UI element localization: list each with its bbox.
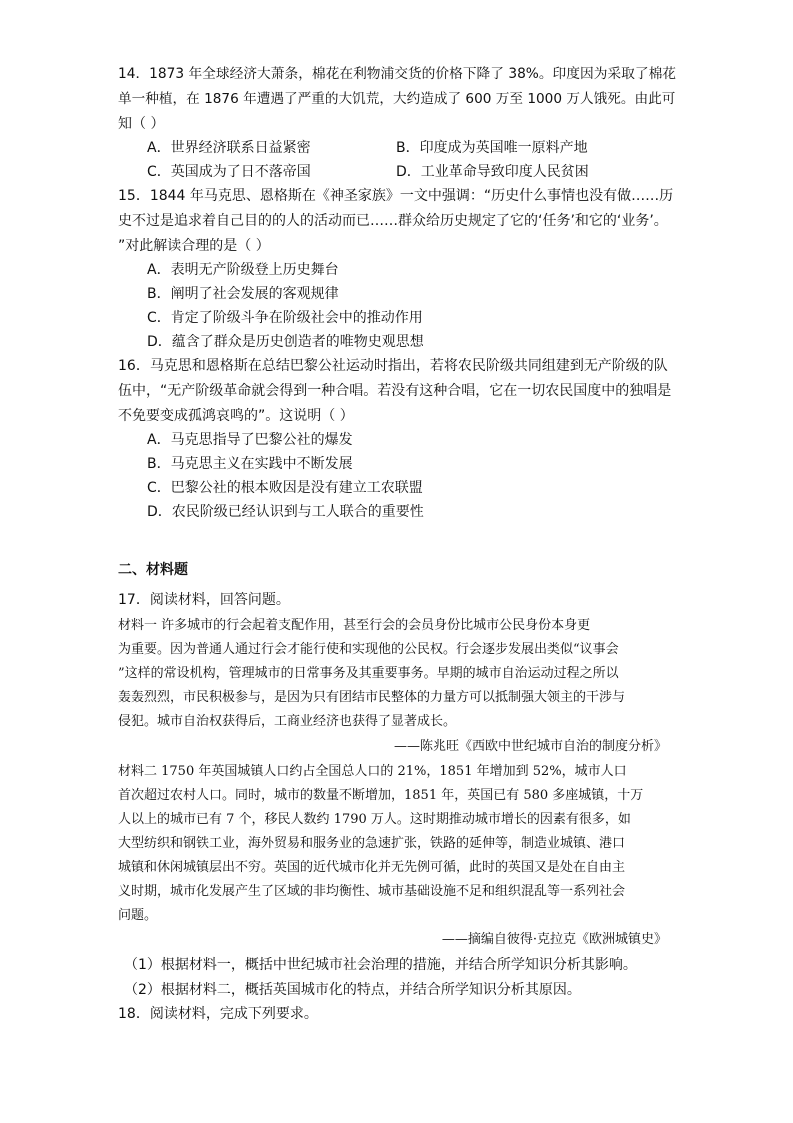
q16-option-b: B．马克思主义在实践中不断发展 [147,456,353,472]
q18-intro: 18．阅读材料，完成下列要求。 [118,1006,318,1022]
q15-option-d: D．蕴含了群众是历史创造者的唯物史观思想 [147,334,424,350]
material-2-line: 首次超过农村人口。同时，城市的数量不断增加，1851 年，英国已有 580 多座城镇，十万 [118,788,644,803]
q14-option-a: A．世界经济联系日益紧密 [147,140,311,156]
q16-line-1: 16．马克思和恩格斯在总结巴黎公社运动时指出，若将农民阶级共同组建到无产阶级的队 [118,358,668,374]
q16-option-c: C．巴黎公社的根本败因是没有建立工农联盟 [147,480,423,496]
material-1-line: 侵犯。城市自治权获得后，工商业经济也获得了显著成长。 [118,714,457,729]
material-2-source: ——摘编自彼得·克拉克《欧洲城镇史》 [441,932,667,947]
material-1-source: ——陈兆旺《西欧中世纪城市自治的制度分析》 [393,739,667,754]
material-2-line: 城镇和休闲城镇层出不穷。英国的近代城市化并无先例可循，此时的英国又是处在自由主 [118,860,626,875]
q15-line-3: ”对此解读合理的是（ ） [118,238,270,254]
material-2-line: 材料二 1750 年英国城镇人口约占全国总人口的 21%，1851 年增加到 52%，城市人口 [118,764,627,779]
q14-line-1: 14．1873 年全球经济大萧条，棉花在利物浦交货的价格下降了 38%。印度因为采取了棉花 [118,66,677,82]
material-1-line: 为重要。因为普通人通过行会才能行使和实现他的公民权。行会逐步发展出类似“议事会 [118,642,619,657]
q14-option-d: D．工业革命导致印度人民贫困 [396,164,589,180]
material-2-line: 人以上的城市已有 7 个，移民人数约 1790 万人。这时期推动城市增长的因素有很多，如 [118,812,631,827]
q16-option-d: D．农民阶级已经认识到与工人联合的重要性 [147,504,424,520]
q14-line-3: 知（ ） [118,116,165,132]
q15-option-c: C．肯定了阶级斗争在阶级社会中的推动作用 [147,310,423,326]
material-1-line: 轰轰烈烈，市民积极参与，是因为只有团结市民整体的力量方可以抵制强大领主的干涉与 [118,690,626,705]
q16-line-2: 伍中，“无产阶级革命就会得到一种合唱。若没有这种合唱，它在一切农民国度中的独唱是 [118,383,672,399]
material-2-line: 义时期，城市化发展产生了区域的非均衡性、城市基础设施不足和组织混乱等一系列社会 [118,884,626,899]
q15-option-b: B．阐明了社会发展的客观规律 [147,286,339,302]
q14-option-b: B．印度成为英国唯一原料产地 [396,140,588,156]
q14-line-2: 单一种植，在 1876 年遭遇了严重的大饥荒，大约造成了 600 万至 1000 万人饿死。由此可 [118,91,676,107]
q15-line-1: 15．1844 年马克思、恩格斯在《神圣家族》一文中强调：“历史什么事情也没有做……历 [118,188,674,204]
q17-subquestion-1: （1）根据材料一，概括中世纪城市社会治理的措施，并结合所学知识分析其影响。 [124,957,637,973]
q16-line-3: 不免要变成孤鸿哀鸣的”。这说明（ ） [118,408,354,424]
material-1-line: 材料一 许多城市的行会起着支配作用，甚至行会的会员身份比城市公民身份本身更 [118,618,591,633]
q15-option-a: A．表明无产阶级登上历史舞台 [147,262,339,278]
q17-intro: 17．阅读材料，回答问题。 [118,592,290,608]
q15-line-2: 史不过是追求着自己目的的人的活动而已……群众给历史规定了它的‘任务’和它的‘业务’。 [118,213,668,229]
material-1-line: ”这样的常设机构，管理城市的日常事务及其重要事务。早期的城市自治运动过程之所以 [118,666,619,681]
q16-option-a: A．马克思指导了巴黎公社的爆发 [147,432,353,448]
material-2-line: 大型纺织和钢铁工业，海外贸易和服务业的急速扩张，铁路的延伸等，制造业城镇、港口 [118,836,626,851]
q17-subquestion-2: （2）根据材料二，概括英国城市化的特点，并结合所学知识分析其原因。 [124,982,581,998]
section-heading: 二、材料题 [118,562,188,578]
q14-option-c: C．英国成为了日不落帝国 [147,164,311,180]
material-2-line: 问题。 [118,908,158,923]
